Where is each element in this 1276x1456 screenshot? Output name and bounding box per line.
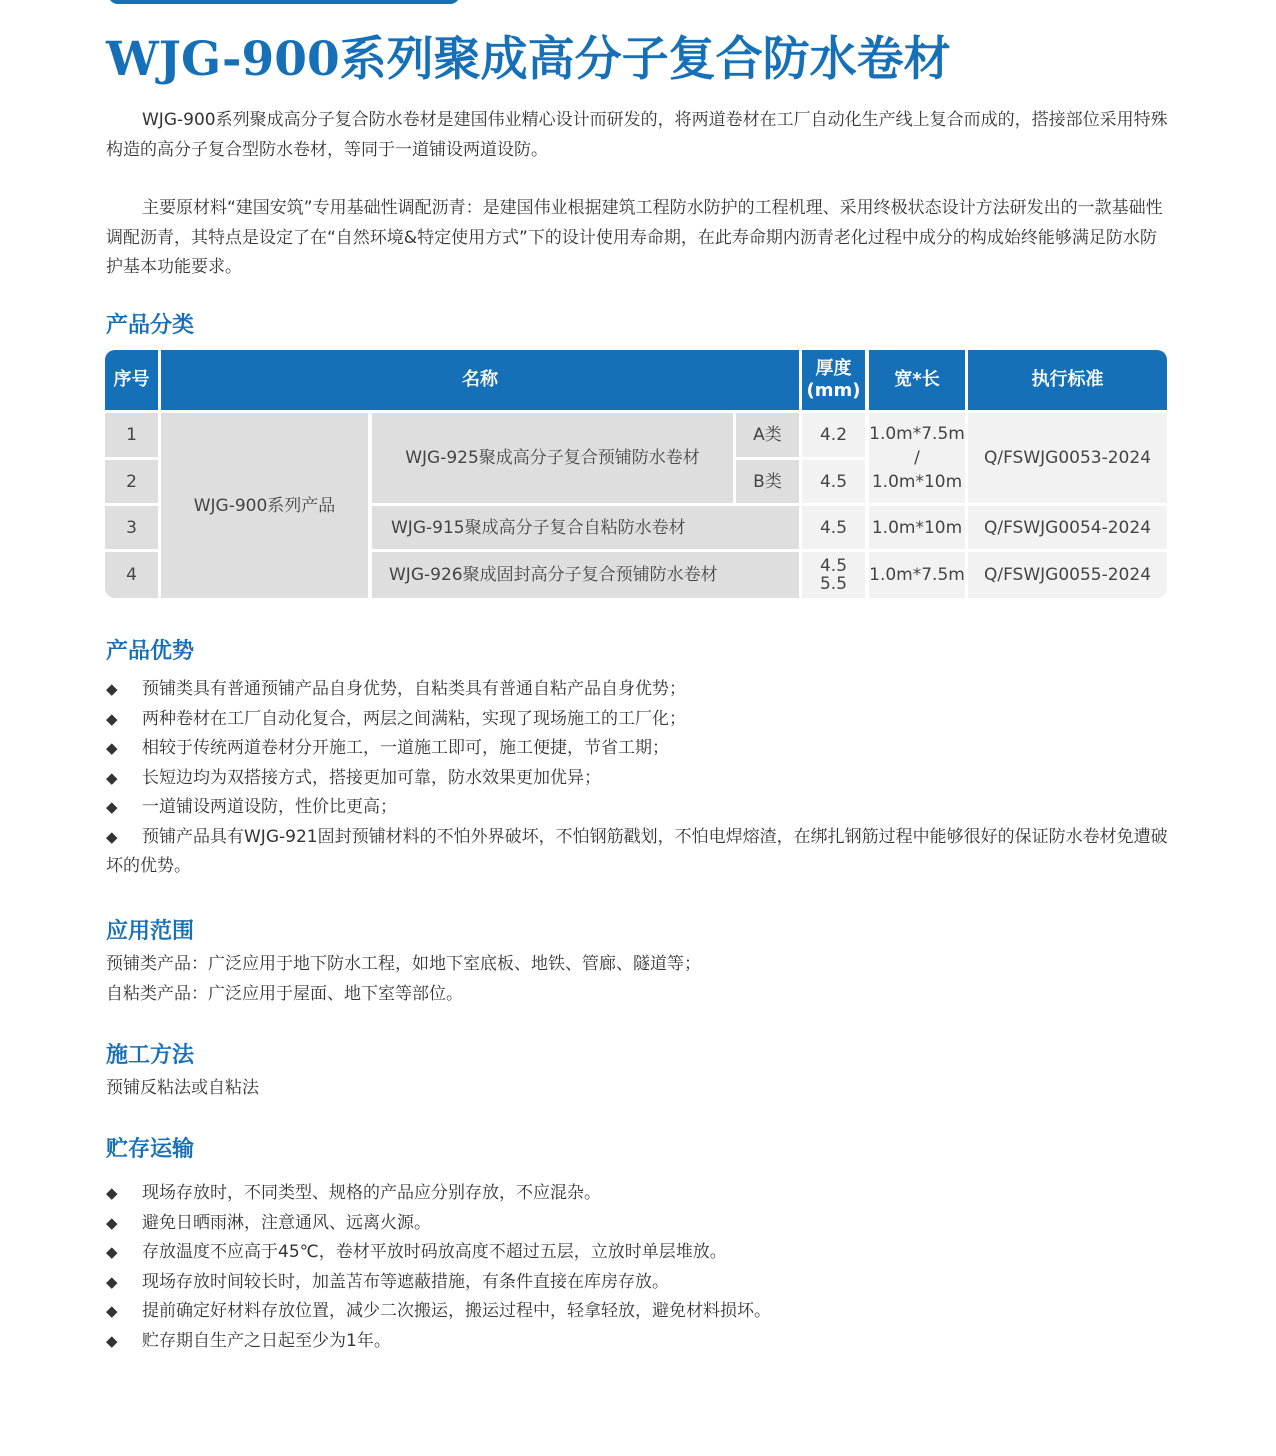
construction-method: 预铺反粘法或自粘法 — [106, 1078, 259, 1098]
diamond-bullet-icon: ◆ — [106, 827, 118, 846]
product-name-925: WJG-925聚成高分子复合预铺防水卷材 — [372, 413, 733, 503]
size-4: 1.0m*7.5m — [869, 552, 965, 598]
standard-rows-1-2: Q/FSWJG0053-2024 — [968, 413, 1167, 503]
diamond-bullet-icon: ◆ — [106, 1302, 118, 1320]
storage-item — [106, 1179, 1168, 1209]
diamond-bullet-icon: ◆ — [106, 1272, 118, 1291]
diamond-bullet-icon: ◆ — [106, 1184, 118, 1202]
storage-item-text: 存放温度不应高于45℃，卷材平放时码放高度不超过五层，立放时单层堆放。 — [142, 1242, 727, 1262]
storage-item — [106, 1238, 1168, 1268]
header-standard: 执行标准 — [968, 350, 1167, 410]
row-index-4: 4 — [105, 552, 158, 598]
advantage-item — [106, 705, 1168, 735]
storage-item-text: 贮存期自生产之日起至少为1年。 — [142, 1330, 391, 1351]
advantage-item-text: 两种卷材在工厂自动化复合，两层之间满粘，实现了现场施工的工厂化； — [142, 708, 686, 729]
standard-4: Q/FSWJG0055-2024 — [968, 552, 1167, 598]
diamond-bullet-icon: ◆ — [106, 1331, 118, 1350]
section-title-construction: 施工方法 — [106, 1042, 195, 1068]
storage-item — [106, 1268, 1168, 1298]
diamond-bullet-icon: ◆ — [106, 1243, 118, 1261]
product-classification-table — [105, 350, 1167, 598]
advantage-item — [106, 734, 1168, 764]
size-rows-1-2 — [869, 413, 965, 503]
section-title-storage: 贮存运输 — [106, 1136, 195, 1162]
storage-list — [106, 1179, 1168, 1356]
row-index-2: 2 — [105, 460, 158, 503]
thickness-4 — [802, 552, 865, 598]
size-1-2-separator: / — [914, 448, 920, 468]
advantage-item-text: 相较于传统两道卷材分开施工，一道施工即可，施工便捷，节省工期； — [142, 738, 669, 758]
thickness-1: 4.2 — [802, 413, 865, 457]
advantage-item — [106, 764, 1168, 794]
header-name: 名称 — [161, 350, 799, 410]
section-title-classification: 产品分类 — [106, 312, 195, 338]
thickness-3: 4.5 — [802, 506, 865, 549]
diamond-bullet-icon: ◆ — [106, 798, 118, 816]
advantage-item-text: 预铺类具有普通预铺产品自身优势，自粘类具有普通自粘产品自身优势； — [142, 679, 686, 699]
application-line-2: 自粘类产品：广泛应用于屋面、地下室等部位。 — [106, 984, 463, 1004]
advantage-item — [106, 675, 1168, 705]
size-3: 1.0m*10m — [869, 506, 965, 549]
diamond-bullet-icon: ◆ — [106, 1213, 118, 1232]
thickness-2: 4.5 — [802, 460, 865, 503]
diamond-bullet-icon: ◆ — [106, 739, 118, 757]
top-accent-bar — [108, 0, 460, 4]
series-cell: WJG-900系列产品 — [161, 413, 368, 598]
advantage-item-text: 一道铺设两道设防，性价比更高； — [142, 797, 397, 817]
standard-3: Q/FSWJG0054-2024 — [968, 506, 1167, 549]
type-a: A类 — [736, 413, 799, 457]
thickness-4-value-2: 5.5 — [819, 574, 848, 594]
section-title-application: 应用范围 — [106, 918, 195, 944]
thickness-4-value-1: 4.5 — [819, 556, 848, 576]
row-index-1: 1 — [105, 413, 158, 457]
diamond-bullet-icon: ◆ — [106, 768, 118, 787]
size-1-2-b: 1.0m*10m — [871, 472, 963, 492]
page-title: WJG-900系列聚成高分子复合防水卷材 — [106, 32, 951, 87]
storage-item-text: 避免日晒雨淋，注意通风、远离火源。 — [142, 1212, 431, 1233]
header-thickness: 厚度 (mm) — [802, 350, 865, 410]
section-title-advantages: 产品优势 — [106, 638, 195, 664]
storage-item-text: 现场存放时间较长时，加盖苫布等遮蔽措施，有条件直接在库房存放。 — [142, 1271, 669, 1292]
advantage-item — [106, 823, 1168, 882]
storage-item — [106, 1297, 1168, 1327]
header-size: 宽*长 — [869, 350, 965, 410]
row-index-3: 3 — [105, 506, 158, 549]
header-index: 序号 — [105, 350, 158, 410]
product-name-915: WJG-915聚成高分子复合自粘防水卷材 — [372, 506, 799, 549]
intro-paragraph-2: 主要原材料“建国安筑”专用基础性调配沥青：是建国伟业根据建筑工程防水防护的工程机理、采用终极状态设计方法研发出的一款基础性调配沥青，其特点是设定了在“自然环境&特定使用方式”下的设计使用寿命期，在此寿命期内沥青老化过程中成分的构成始终能够满足防水防护基本功能要求。 — [106, 198, 1163, 277]
diamond-bullet-icon: ◆ — [106, 680, 118, 698]
application-line-1: 预铺类产品：广泛应用于地下防水工程，如地下室底板、地铁、管廊、隧道等； — [106, 954, 701, 974]
advantage-item-text: 预铺产品具有WJG-921固封预铺材料的不怕外界破坏，不怕钢筋戳划，不怕电焊熔渣，在绑扎钢筋过程中能够很好的保证防水卷材免遭破坏的优势。 — [106, 826, 1168, 876]
storage-item — [106, 1209, 1168, 1239]
storage-item-text: 提前确定好材料存放位置，减少二次搬运，搬运过程中，轻拿轻放，避免材料损坏。 — [142, 1301, 771, 1321]
storage-item-text: 现场存放时，不同类型、规格的产品应分别存放，不应混杂。 — [142, 1183, 601, 1203]
advantage-item-text: 长短边均为双搭接方式，搭接更加可靠，防水效果更加优异； — [142, 767, 601, 788]
advantages-list — [106, 675, 1168, 882]
product-name-926: WJG-926聚成固封高分子复合预铺防水卷材 — [372, 552, 799, 598]
size-1-2-a: 1.0m*7.5m — [869, 424, 965, 444]
intro-paragraph-1: WJG-900系列聚成高分子复合防水卷材是建国伟业精心设计而研发的，将两道卷材在工厂自动化生产线上复合而成的，搭接部位采用特殊构造的高分子复合型防水卷材，等同于一道铺设两道设防。 — [106, 110, 1168, 160]
diamond-bullet-icon: ◆ — [106, 709, 118, 728]
storage-item — [106, 1327, 1168, 1357]
advantage-item — [106, 793, 1168, 823]
type-b: B类 — [736, 460, 799, 503]
